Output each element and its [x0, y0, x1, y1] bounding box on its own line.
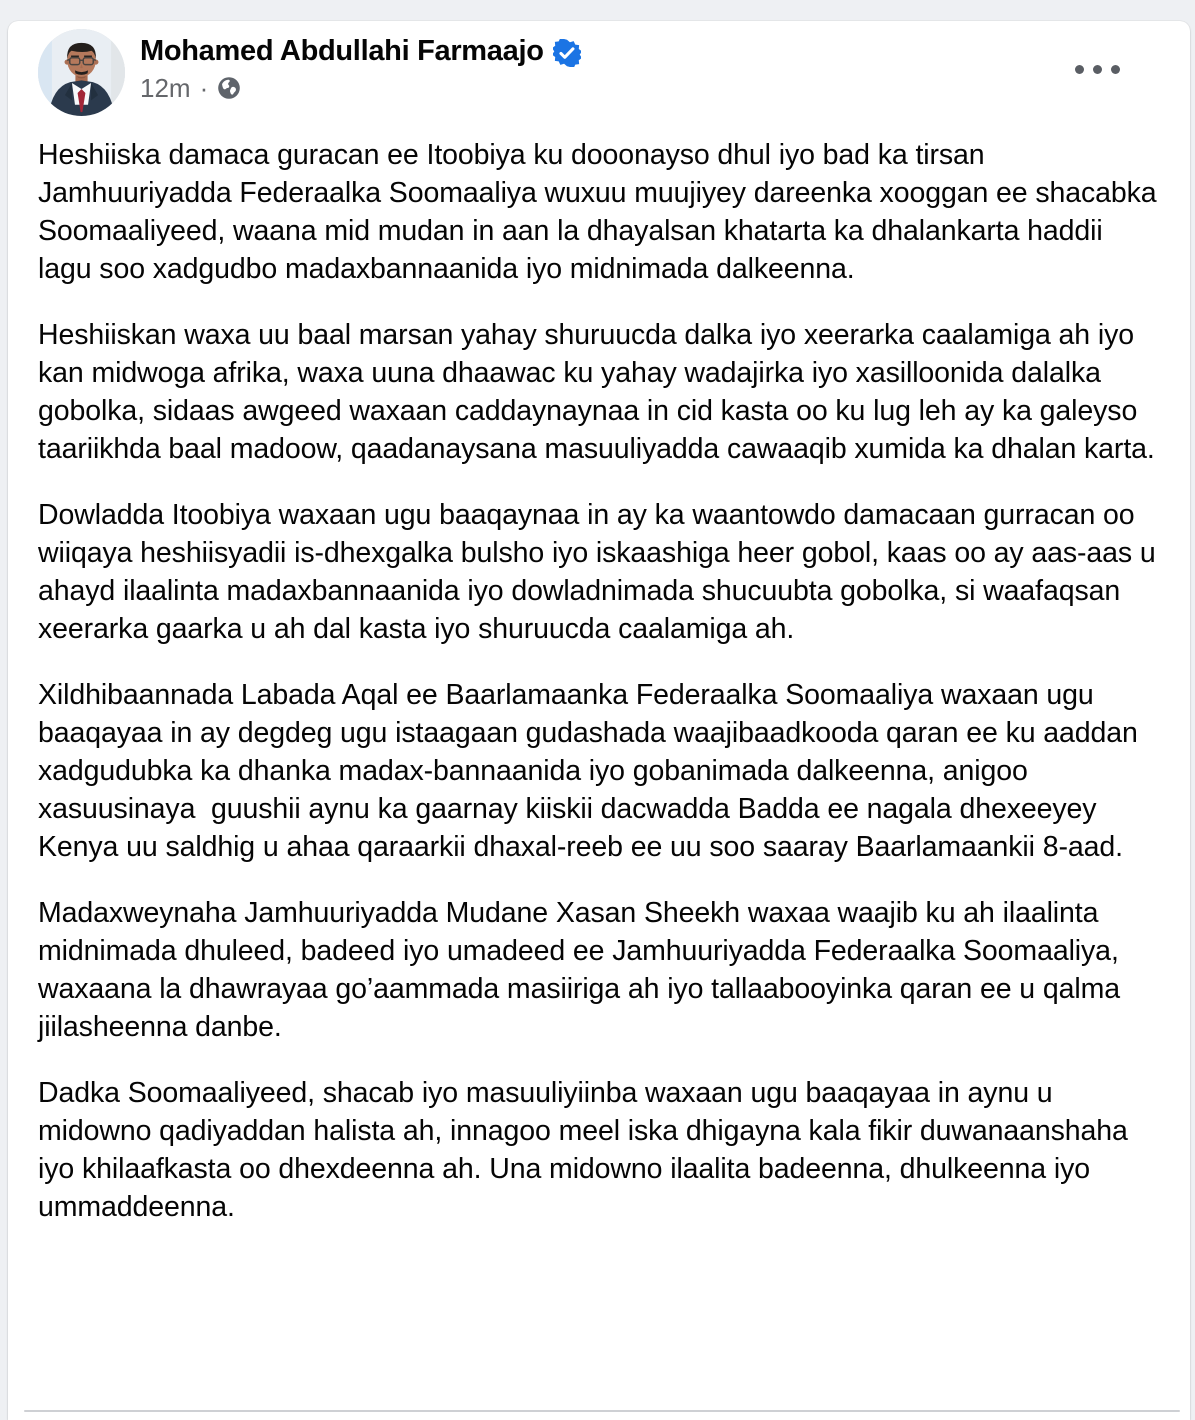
- timestamp-separator: ·: [199, 72, 209, 103]
- post-paragraph: Xildhibaannada Labada Aqal ee Baarlamaanka Federaalka Soomaaliya waxaan ugu baaqayaa in ay degdeg ugu istaagaan gudashada waajibaadkooda qaran ee ku aaddan xadgudubka ka dhanka madax-bannaanida iyo gobanimada dalkeenna, anigoo xasuusinaya guushii aynu ka gaarnay kiiskii dacwadda Badda ee nagala dhexeeyey Kenya uu saldhig u ahaa qaraarkii dhaxal-reeb ee uu soo saaray Baarlamaankii 8-aad.: [38, 679, 1146, 863]
- post-timestamp[interactable]: 12m: [140, 72, 191, 103]
- more-options-icon: [1075, 65, 1084, 74]
- verified-badge-icon: [553, 39, 581, 67]
- post-paragraph: Heshiiska damaca guracan ee Itoobiya ku dooonayso dhul iyo bad ka tirsan Jamhuuriyadda Federaalka Soomaaliya wuxuu muujiyey dareenka xooggan ee shacabka Soomaaliyeed, waana mid mudan in aan la dhayalsan khatarta ka dhalankarta haddii lagu soo xadgudbo madaxbannaanida iyo midnimada dalkeenna.: [38, 139, 1165, 285]
- more-options-icon: [1111, 65, 1120, 74]
- post-paragraph: Dowladda Itoobiya waxaan ugu baaqaynaa in ay ka waantowdo damacaan gurracan oo wiiqaya heshiisyadii is-dhexgalka bulsho iyo iskaashiga heer gobol, kaas oo ay aas-aas u ahayd ilaalinta madaxbannaanida iyo dowladnimada shucuubta gobolka, si waafaqsan xeerarka gaarka u ah dal kasta iyo shuruucda caalamiga ah.: [38, 499, 1164, 645]
- post-header: [38, 29, 1160, 116]
- post-paragraph: Madaxweynaha Jamhuuriyadda Mudane Xasan Sheekh waxaa waajib ku ah ilaalinta midnimada dhuleed, badeed iyo umadeed ee Jamhuuriyadda Federaalka Soomaaliya, waxaana la dhawrayaa go’aammada masiiriga ah iyo tallaabooyinka qaran ee u qalma jiilasheenna danbe.: [38, 897, 1136, 1043]
- post-paragraph: Heshiiskan waxa uu baal marsan yahay shuruucda dalka iyo xeerarka caalamiga ah iyo kan midwoga afrika, waxa uuna dhaawac ku yahay wadajirka iyo xasilloonida dalalka gobolka, sidaas awgeed waxaan caddaynaynaa in cid kasta oo ku lug leh ay ka galeyso taariikhda baal madoow, qaadanaysana masuuliyadda cawaaqib xumida ka dhalan karta.: [38, 319, 1155, 465]
- post-paragraph: Dadka Soomaaliyeed, shacab iyo masuuliyiinba waxaan ugu baaqayaa in aynu u midowno qadiyaddan halista ah, innagoo meel iska dhigayna kala fikir duwanaanshaha iyo khilaafkasta oo dhexdeenna ah. Una midowno ilaalita badeenna, dhulkeenna iyo ummaddeenna.: [38, 1077, 1136, 1223]
- avatar[interactable]: [38, 29, 125, 116]
- post-card: [8, 21, 1190, 1420]
- post-content: [38, 136, 1165, 1226]
- author-name[interactable]: Mohamed Abdullahi Farmaajo: [140, 35, 544, 67]
- post-divider: [24, 1410, 1180, 1412]
- globe-public-icon: [217, 76, 241, 100]
- more-options-button[interactable]: [1065, 51, 1130, 88]
- more-options-icon: [1093, 65, 1102, 74]
- profile-photo: [38, 29, 125, 116]
- header-text: [140, 29, 581, 101]
